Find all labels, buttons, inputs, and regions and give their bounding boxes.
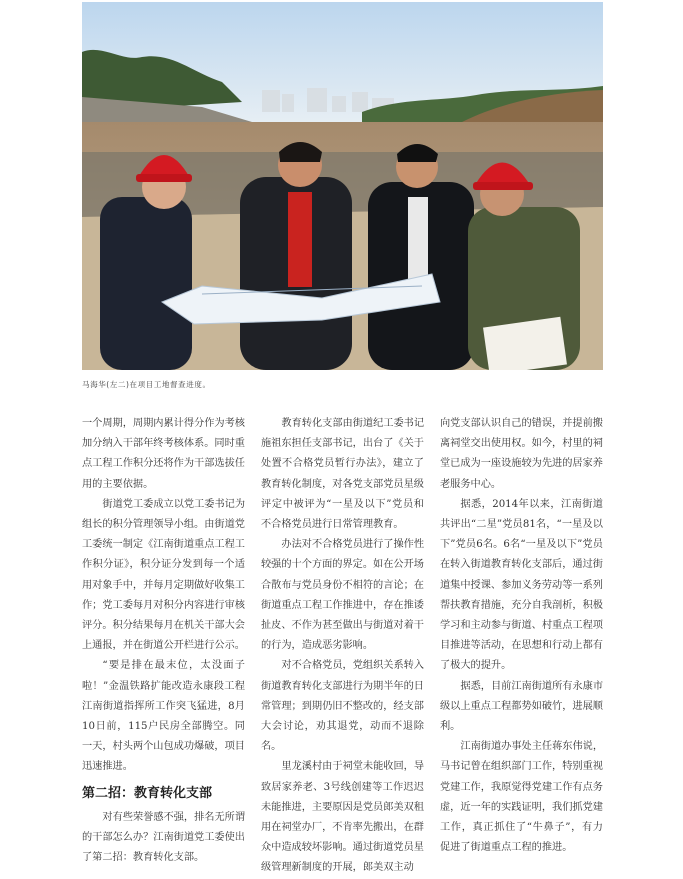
paragraph: 里龙溪村由于祠堂未能收回，导致居家养老、3号线创建等工作迟迟未能推进，主要原因是党员郎美双租用在祠堂办厂，不肯率先搬出，在群众中造成较坏影响。通过街道党员星级管理新制度的开展，郎美双主动 [261, 761, 425, 874]
construction-site-photo [82, 2, 603, 370]
paragraph: 对有些荣誉感不强，排名无所谓的干部怎么办？江南街道党工委使出了第二招：教育转化支部。 [82, 811, 246, 864]
text-column-3 [440, 414, 603, 858]
photo-illustration [82, 2, 603, 370]
paragraph: 一个周期，周期内累计得分作为考核加分纳入干部年终考核体系。同时重点工程工作积分还将作为干部选拔任用的主要依据。 [82, 418, 245, 490]
paragraph: 据悉，目前江南街道所有永康市级以上重点工程都势如破竹，进展顺利。 [440, 680, 604, 733]
paragraph: 街道党工委成立以党工委书记为组长的积分管理领导小组。由街道党工委统一制定《江南街道重点工程工作积分证》，积分证分发到每一个适用对象手中，并每月定期做好收集工作；党工委每月对积分内容进行审核评分。积分结果每月在机关干部大会上通报，并在街道公开栏进行公示。 [82, 498, 246, 652]
paragraph: 对不合格党员，党组织关系转入街道教育转化支部进行为期半年的日常管理；到期仍旧不整改的，经支部大会讨论，劝其退党，动而不退除名。 [261, 660, 425, 753]
paragraph: 教育转化支部由街道纪工委书记施祖东担任支部书记，出台了《关于处置不合格党员暂行办法》，建立了教育转化制度，对各党支部党员星级评定中被评为“一星及以下”党员和不合格党员进行日常管理教育。 [261, 418, 425, 531]
section-heading: 第二招：教育转化支部 [82, 785, 213, 801]
paragraph: 据悉，2014年以来，江南街道共评出“二星”党员81名，“一星及以下”党员6名。6名“一星及以下”党员在转入街道教育转化支部后，通过街道集中授课、参加义务劳动等一系列帮扶教育措施，充分自我剖析，积极学习和主动参与街道、村重点工程项目推进等活动，在思想和行动上都有了极大的提升。 [440, 498, 603, 672]
text-column-1 [82, 414, 245, 868]
paragraph: 向党支部认识自己的错误，并提前搬离祠堂交出使用权。如今，村里的祠堂已成为一座设施较为先进的居家养老服务中心。 [440, 418, 603, 490]
paragraph: 办法对不合格党员进行了操作性较强的十个方面的界定。如在公开场合散布与党员身份不相符的言论；在街道重点工程工作推进中，存在推诿扯皮、不作为甚至做出与街道对着干的行为，造成恶劣影响。 [261, 539, 425, 652]
text-column-2 [261, 414, 424, 879]
paragraph: 江南街道办事处主任蒋东伟说，马书记曾在组织部门工作，特别重视党建工作，我原觉得党建工作有点务虚，近一年的实践证明，我们抓党建工作，真正抓住了“牛鼻子”，有力促进了街道重点工程的推进。 [440, 741, 604, 854]
paragraph: “要是排在最末位，太没面子啦！”金温铁路扩能改造永康段工程江南街道指挥所工作突飞猛进，8月10日前，115户民房全部腾空。同一天，村头两个山包成功爆破，项目迅速推进。 [82, 660, 245, 773]
photo-caption: 马海华(左二)在项目工地督查进度。 [82, 380, 211, 389]
